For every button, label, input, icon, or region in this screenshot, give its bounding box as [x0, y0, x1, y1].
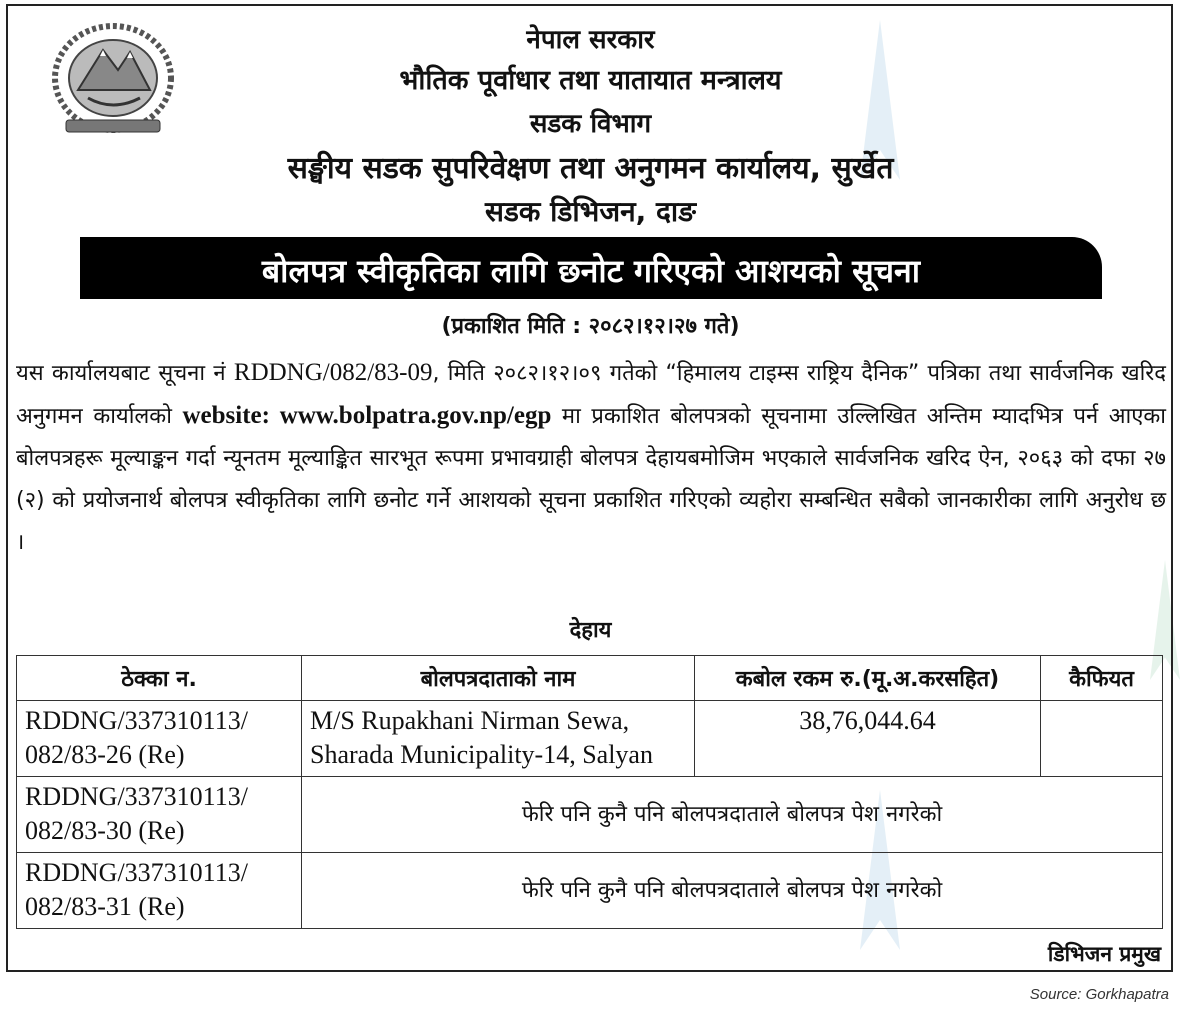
contract-no-line-2: 082/83-26 (Re) — [25, 740, 185, 769]
no-bid-note: फेरि पनि कुनै पनि बोलपत्रदाताले बोलपत्र पेश नगरेको — [302, 777, 1163, 853]
bid-amount: 38,76,044.64 — [695, 701, 1041, 777]
notice-body — [16, 352, 1166, 564]
remarks-cell — [1041, 701, 1163, 777]
contract-no-line-2: 082/83-31 (Re) — [25, 892, 185, 921]
signatory-title: डिभिजन प्रमुख — [1047, 942, 1161, 966]
office-title: सङ्घीय सडक सुपरिवेक्षण तथा अनुगमन कार्यालय, सुर्खेत — [287, 151, 894, 186]
division-title: सडक डिभिजन, दाङ — [485, 195, 696, 228]
contract-cell — [17, 777, 302, 853]
body-text-part-3: मा प्रकाशित बोलपत्रको सूचनामा उल्लिखित अन्तिम म्यादभित्र पर्न आएका बोलपत्रहरू मूल्याङ्कन गर्दा न्यूनतम मूल्याङ्कित सारभूत रूपमा प्रभावग्राही बोलपत्र देहायबमोजिम भएकाले सार्वजनिक खरिद ऐन, २०६३ को दफा २७ (२) को प्रयोजनार्थ बोलपत्र स्वीकृतिका लागि छनोट गर्ने आशयको सूचना प्रकाशित गरिएको व्यहोरा सम्बन्धित सबैको जानकारीका लागि अनुरोध छ । — [16, 404, 1166, 555]
header-remarks: कैफियत — [1041, 656, 1163, 701]
website-reference: website: www.bolpatra.gov.np/egp — [182, 402, 552, 429]
contract-no-line-1: RDDNG/337310113/ — [25, 706, 248, 735]
government-title: नेपाल सरकार — [526, 25, 655, 55]
bidder-name-line-1: M/S Rupakhani Nirman Sewa, — [310, 706, 630, 735]
header-contract-no: ठेक्का न. — [17, 656, 302, 701]
notice-reference: RDDNG/082/83-09 — [233, 359, 433, 386]
bidder-cell — [302, 701, 695, 777]
no-bid-note: फेरि पनि कुनै पनि बोलपत्रदाताले बोलपत्र पेश नगरेको — [302, 853, 1163, 929]
contract-no-line-1: RDDNG/337310113/ — [25, 782, 248, 811]
body-text-part-1: यस कार्यालयबाट सूचना नं — [16, 361, 234, 386]
header-bidder-name: बोलपत्रदाताको नाम — [302, 656, 695, 701]
bidder-name-line-2: Sharada Municipality-14, Salyan — [310, 740, 653, 769]
contract-no-line-1: RDDNG/337310113/ — [25, 858, 248, 887]
notice-title-banner — [80, 237, 1102, 299]
contract-cell — [17, 701, 302, 777]
table-header-row — [17, 656, 1163, 701]
header-bid-amount: कबोल रकम रु.(मू.अ.करसहित) — [695, 656, 1041, 701]
table-row — [17, 853, 1163, 929]
notice-title: बोलपत्र स्वीकृतिका लागि छनोट गरिएको आशयको सूचना — [261, 252, 921, 290]
table-row — [17, 701, 1163, 777]
department-title: सडक विभाग — [529, 109, 652, 139]
contract-no-line-2: 082/83-30 (Re) — [25, 816, 185, 845]
table-title: देहाय — [569, 618, 612, 643]
body-text-part-2: , मिति २०८२।१२।०९ गतेको “हिमालय टाइम्स राष्ट्रिय दैनिक” पत्रिका तथा सार्वजनिक खरिद अनुगमन कार्यालको — [16, 361, 1166, 429]
publication-date: (प्रकाशित मिति : २०८२।१२।२७ गते) — [441, 314, 740, 339]
contract-cell — [17, 853, 302, 929]
table-row — [17, 777, 1163, 853]
source-credit: Source: Gorkhapatra — [1029, 986, 1169, 1003]
bid-table — [16, 655, 1163, 929]
ministry-title: भौतिक पूर्वाधार तथा यातायात मन्त्रालय — [399, 65, 782, 96]
